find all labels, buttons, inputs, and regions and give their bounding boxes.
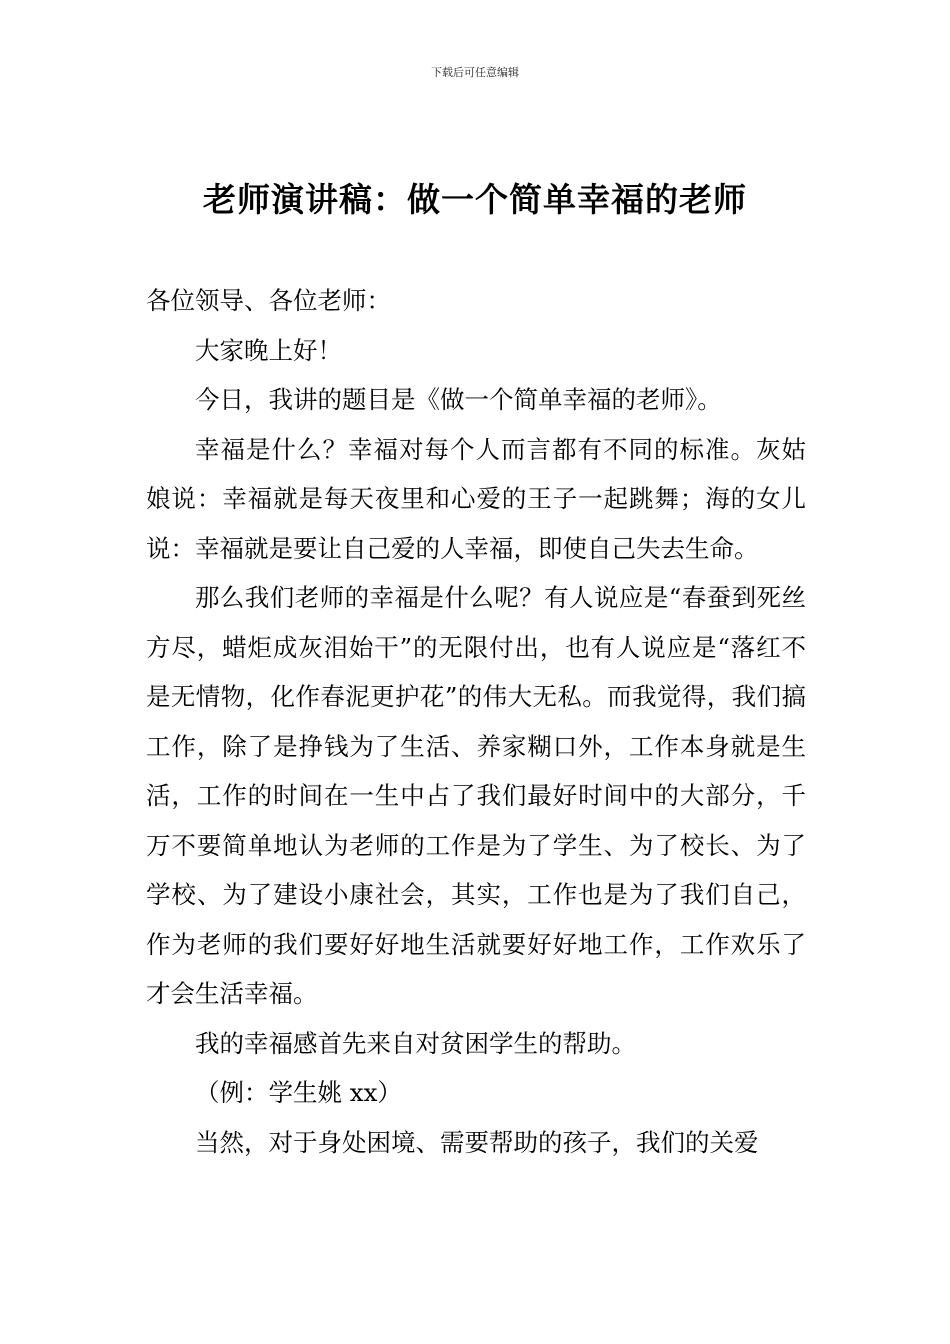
body-paragraph: 当然，对于身处困境、需要帮助的孩子，我们的关爱 (195, 1127, 759, 1157)
example-paragraph: （例：学生姚 xx） (195, 1078, 402, 1107)
topic-paragraph: 今日，我讲的题目是《做一个简单幸福的老师》。 (195, 385, 722, 414)
document-body (146, 276, 806, 1167)
header-note: 下载后可任意编辑 (431, 66, 519, 79)
salutation-paragraph: 各位领导、各位老师： (146, 286, 391, 315)
body-paragraph: 幸福是什么？幸福对每个人而言都有不同的标准。灰姑娘说：幸福就是每天夜里和心爱的王子一起跳舞；海的女儿说：幸福就是要让自己爱的人幸福，即使自己失去生命。 (146, 434, 806, 563)
greeting-paragraph: 大家晚上好！ (195, 335, 342, 365)
body-paragraph: 那么我们老师的幸福是什么呢？有人说应是“春蚕到死丝方尽，蜡炬成灰泪始干”的无限付出，也有人说应是“落红不是无情物，化作春泥更护花”的伟大无私。而我觉得，我们搞工作，除了是挣钱为了生活、养家糊口外，工作本身就是生活，工作的时间在一生中占了我们最好时间中的大部分，千万不要简单地认为老师的工作是为了学生、为了校长、为了学校、为了建设小康社会，其实，工作也是为了我们自己，作为老师的我们要好好地生活就要好好地工作，工作欢乐了才会生活幸福。 (146, 583, 806, 1008)
document-title: 老师演讲稿：做一个简单幸福的老师 (203, 180, 747, 219)
body-paragraph: 我的幸福感首先来自对贫困学生的帮助。 (195, 1028, 636, 1058)
